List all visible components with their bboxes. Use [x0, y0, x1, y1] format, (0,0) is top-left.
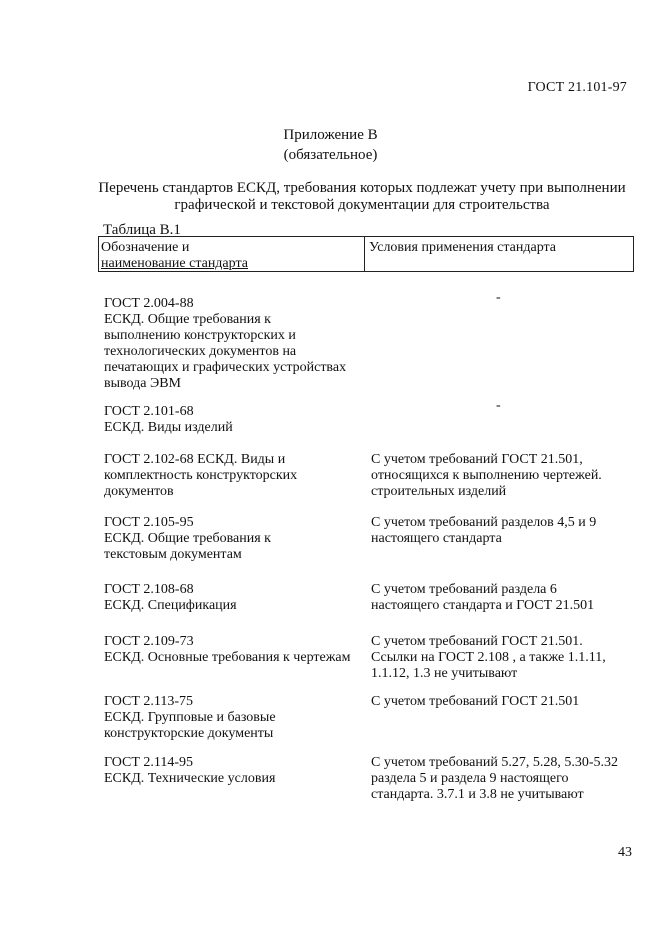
condition-line: Ссылки на ГОСТ 2.108 , а также 1.1.11, — [371, 650, 606, 665]
standard-line: технологических документов на — [104, 344, 297, 359]
condition-dash: - — [496, 398, 501, 413]
condition-cell — [371, 582, 631, 614]
list-title-line-2: графической и текстовой документации для строительства — [174, 197, 550, 213]
standard-line: ЕСКД. Групповые и базовые — [104, 710, 276, 725]
condition-cell — [371, 634, 631, 682]
standard-cell — [104, 634, 364, 666]
header-col-designation — [101, 240, 248, 272]
list-title-line-1: Перечень стандартов ЕСКД, требования которых подлежат учету при выполнении — [98, 180, 626, 196]
condition-cell — [371, 755, 631, 803]
standard-line: ГОСТ 2.105-95 — [104, 515, 194, 530]
standard-line: ЕСКД. Технические условия — [104, 771, 276, 786]
condition-line: настоящего стандарта — [371, 531, 502, 546]
list-title — [92, 180, 632, 214]
standard-line: вывода ЭВМ — [104, 376, 181, 391]
condition-line: С учетом требований ГОСТ 21.501. — [371, 634, 583, 649]
header-col-conditions: Условия применения стандарта — [369, 240, 557, 255]
condition-line: С учетом требований 5.27, 5.28, 5.30-5.32 — [371, 755, 619, 770]
condition-line: раздела 5 и раздела 9 настоящего — [371, 771, 569, 786]
condition-line: стандарта. 3.7.1 и 3.8 не учитывают — [371, 787, 584, 802]
condition-line: настоящего стандарта и ГОСТ 21.501 — [371, 598, 595, 613]
header-col-designation-line-1: Обозначение и — [101, 240, 190, 255]
standard-cell — [104, 755, 364, 787]
standard-line: ГОСТ 2.108-68 — [104, 582, 194, 597]
header-col-designation-line-2: наименование стандарта — [101, 256, 248, 271]
standard-line: ГОСТ 2.109-73 — [104, 634, 194, 649]
standard-line: текстовым документам — [104, 547, 242, 562]
condition-line: С учетом требований разделов 4,5 и 9 — [371, 515, 597, 530]
table-header — [98, 236, 634, 272]
standard-line: ГОСТ 2.004-88 — [104, 296, 194, 311]
doc-code-header: ГОСТ 21.101-97 — [527, 80, 627, 95]
condition-cell — [371, 694, 631, 710]
standard-line: ЕСКД. Виды изделий — [104, 420, 233, 435]
condition-line: С учетом требований ГОСТ 21.501, — [371, 452, 583, 467]
appendix-subtitle: (обязательное) — [283, 147, 378, 163]
standard-cell — [104, 582, 364, 614]
standard-line: ЕСКД. Основные требования к чертежам — [104, 650, 351, 665]
condition-line: строительных изделий — [371, 484, 507, 499]
standard-line: ГОСТ 2.113-75 — [104, 694, 194, 709]
standard-cell — [104, 452, 364, 500]
condition-line: относящихся к выполнению чертежей. — [371, 468, 602, 483]
header-divider — [364, 237, 365, 271]
standard-cell — [104, 404, 364, 436]
standard-line: ГОСТ 2.101-68 — [104, 404, 194, 419]
standard-line: ГОСТ 2.114-95 — [104, 755, 194, 770]
standard-cell — [104, 296, 364, 392]
standard-line: печатающих и графических устройствах — [104, 360, 347, 375]
standard-cell — [104, 694, 364, 742]
standard-line: документов — [104, 484, 174, 499]
table-label: Таблица В.1 — [103, 222, 181, 238]
condition-cell — [371, 515, 631, 547]
condition-line: С учетом требований раздела 6 — [371, 582, 557, 597]
condition-line: С учетом требований ГОСТ 21.501 — [371, 694, 580, 709]
standard-line: ГОСТ 2.102-68 ЕСКД. Виды и — [104, 452, 286, 467]
standard-line: ЕСКД. Общие требования к — [104, 312, 271, 327]
standard-line: ЕСКД. Общие требования к — [104, 531, 271, 546]
standard-line: конструкторские документы — [104, 726, 274, 741]
standard-line: комплектность конструкторских — [104, 468, 298, 483]
standard-cell — [104, 515, 364, 563]
condition-line: 1.1.12, 1.3 не учитывают — [371, 666, 518, 681]
standard-line: выполнению конструкторских и — [104, 328, 296, 343]
standard-line: ЕСКД. Спецификация — [104, 598, 237, 613]
appendix-title: Приложение В — [283, 127, 378, 143]
condition-dash: - — [496, 290, 501, 305]
condition-cell — [371, 452, 631, 500]
page-number: 43 — [618, 845, 632, 860]
